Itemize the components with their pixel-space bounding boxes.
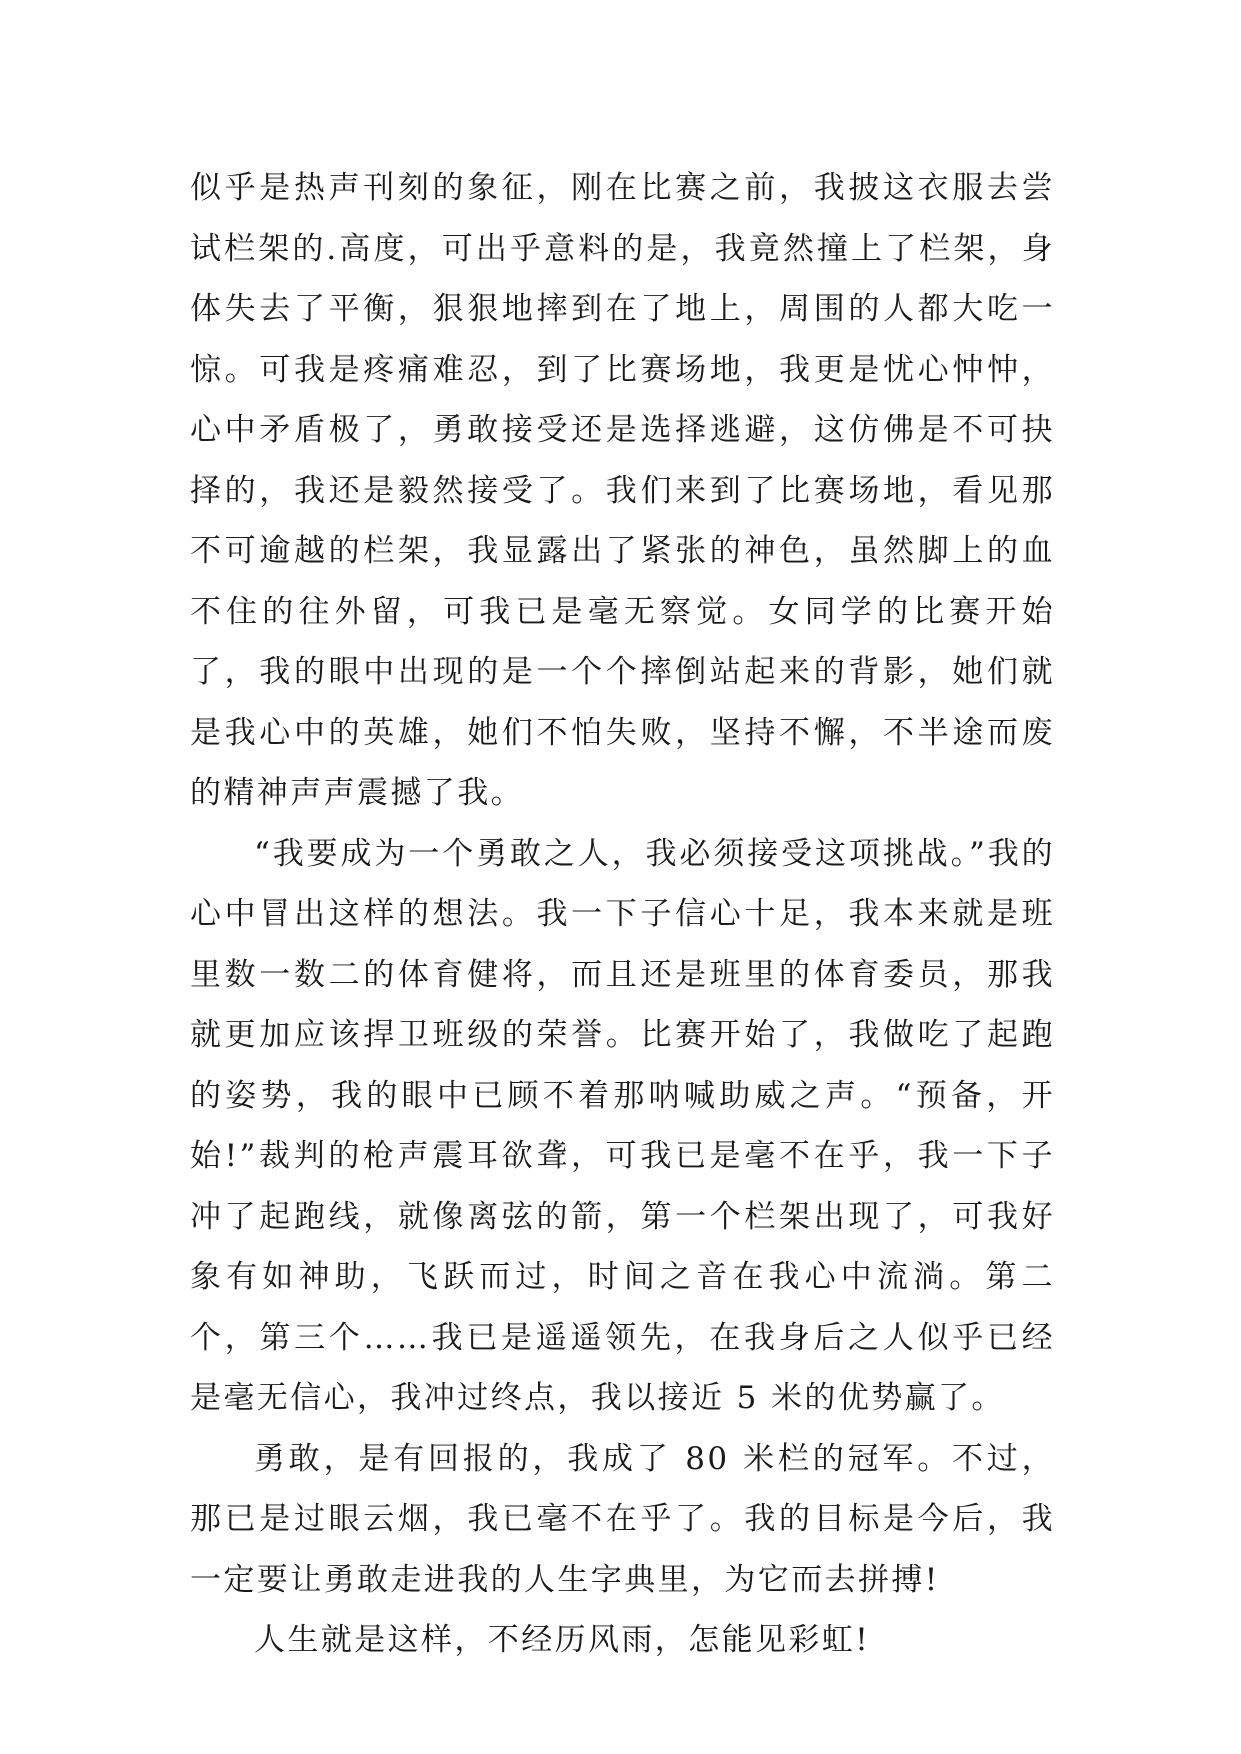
document-body xyxy=(190,158,1055,1671)
paragraph-4: 人生就是这样，不经历风雨，怎能见彩虹! xyxy=(254,1622,871,1658)
paragraph-2: “我要成为一个勇敢之人，我必须接受这项挑战。”我的心中冒出这样的想法。我一下子信心十足，我本来就是班里数一数二的体育健将，而且还是班里的体育委员，那我就更加应该捍卫班级的荣誉。比赛开始了，我做吃了起跑的姿势，我的眼中已顾不着那呐喊助威之声。“预备，开始!”裁判的枪声震耳欲聋，可我已是毫不在乎，我一下子冲了起跑线，就像离弦的箭，第一个栏架出现了，可我好象有如神助，飞跃而过，时间之音在我心中流淌。第二个，第三个……我已是遥遥领先，在我身后之人似乎已经是毫无信心，我冲过终点，我以接近 5 米的优势赢了。 xyxy=(190,835,1055,1416)
paragraph-1: 似乎是热声刊刻的象征，刚在比赛之前，我披这衣服去尝试栏架的.高度，可出乎意料的是，我竟然撞上了栏架，身体失去了平衡，狠狠地摔到在了地上，周围的人都大吃一惊。可我是疼痛难忍，到了比赛场地，我更是忧心忡忡，心中矛盾极了，勇敢接受还是选择逃避，这仿佛是不可抉择的，我还是毅然接受了。我们来到了比赛场地，看见那不可逾越的栏架，我显露出了紧张的神色，虽然脚上的血不住的往外留，可我已是毫无察觉。女同学的比赛开始了，我的眼中出现的是一个个摔倒站起来的背影，她们就是我心中的英雄，她们不怕失败，坚持不懈，不半途而废的精神声声震撼了我。 xyxy=(190,170,1055,811)
paragraph-3: 勇敢，是有回报的，我成了 80 米栏的冠军。不过，那已是过眼云烟，我已毫不在乎了。我的目标是今后，我一定要让勇敢走进我的人生字典里，为它而去拼搏! xyxy=(190,1440,1055,1598)
